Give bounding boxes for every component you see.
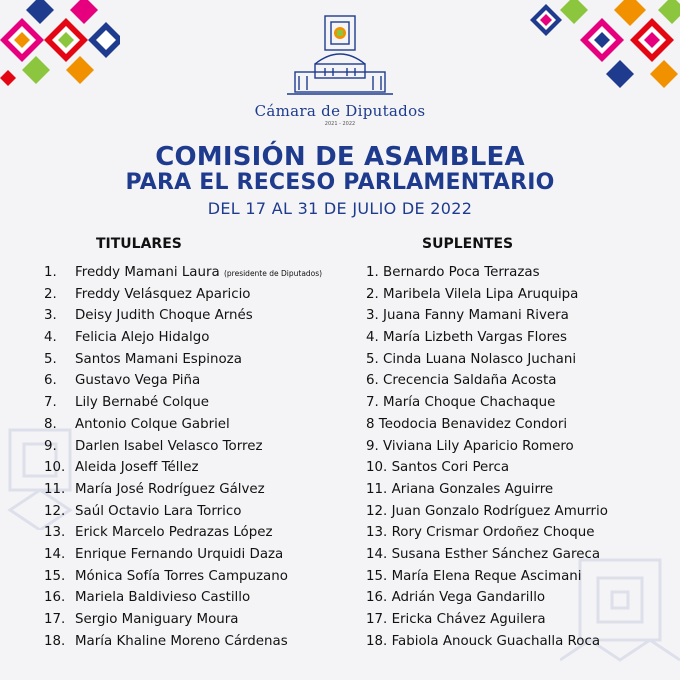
titular-row: 17. Sergio Maniguary Moura bbox=[44, 612, 239, 627]
suplente-row: 1. Bernardo Poca Terrazas bbox=[366, 265, 540, 280]
titular-row: 1. Freddy Mamani Laura (presidente de Diputados) bbox=[44, 265, 323, 280]
titular-row: 3. Deisy Judith Choque Arnés bbox=[44, 308, 253, 324]
institution-name: Cámara de Diputados bbox=[254, 102, 426, 120]
titulares-list bbox=[44, 262, 364, 652]
titular-row: 18. María Khaline Moreno Cárdenas bbox=[44, 633, 288, 649]
titulares-heading: TITULARES bbox=[96, 236, 182, 252]
titular-row: 2. Freddy Velásquez Aparicio bbox=[44, 286, 251, 302]
chamber-logo bbox=[250, 14, 430, 134]
titular-row: 7. Lily Bernabé Colque bbox=[44, 395, 209, 411]
titular-row: 6. Gustavo Vega Piña bbox=[44, 373, 201, 389]
titular-row: 4. Felicia Alejo Hidalgo bbox=[44, 330, 210, 346]
suplente-row: 9. Viviana Lily Aparicio Romero bbox=[366, 438, 574, 454]
titular-row: 14. Enrique Fernando Urquidi Daza bbox=[44, 546, 284, 562]
suplente-row: 14. Susana Esther Sánchez Gareca bbox=[366, 546, 601, 562]
suplente-row: 7. María Choque Chachaque bbox=[366, 395, 556, 411]
titular-row: 16. Mariela Baldivieso Castillo bbox=[44, 590, 251, 606]
andean-pattern-right-icon bbox=[530, 0, 680, 90]
suplentes-list bbox=[366, 262, 666, 652]
institution-period: 2021 - 2022 bbox=[324, 121, 356, 127]
suplente-row: 8 Teodocia Benavidez Condori bbox=[366, 416, 568, 432]
date-range: DEL 17 AL 31 DE JULIO DE 2022 bbox=[207, 199, 473, 218]
suplente-row: 5. Cinda Luana Nolasco Juchani bbox=[366, 351, 577, 367]
suplente-row: 18. Fabiola Anouck Guachalla Roca bbox=[366, 633, 601, 649]
titular-row: 10. Aleida Joseff Téllez bbox=[44, 460, 199, 476]
titular-row: 9. Darlen Isabel Velasco Torrez bbox=[44, 438, 263, 454]
andean-pattern-left-icon bbox=[0, 0, 120, 90]
suplente-row: 17. Ericka Chávez Aguilera bbox=[366, 612, 546, 627]
titular-row: 11. María José Rodríguez Gálvez bbox=[44, 481, 265, 497]
title-line-2: PARA EL RECESO PARLAMENTARIO bbox=[125, 170, 555, 195]
suplente-row: 16. Adrián Vega Gandarillo bbox=[366, 590, 546, 606]
titular-row: 5. Santos Mamani Espinoza bbox=[44, 351, 242, 367]
suplente-row: 2. Maribela Vilela Lipa Aruquipa bbox=[366, 286, 579, 302]
suplente-row: 15. María Elena Reque Ascimani bbox=[366, 568, 582, 584]
legislative-palace-icon bbox=[285, 14, 395, 100]
titular-row: 15. Mónica Sofía Torres Campuzano bbox=[44, 568, 288, 584]
titular-row: 12. Saúl Octavio Lara Torrico bbox=[44, 503, 242, 519]
titular-row: 8. Antonio Colque Gabriel bbox=[44, 416, 230, 432]
suplentes-heading: SUPLENTES bbox=[422, 236, 514, 252]
title-line-1: COMISIÓN DE ASAMBLEA bbox=[155, 142, 525, 172]
suplente-row: 13. Rory Crismar Ordoñez Choque bbox=[366, 525, 595, 541]
suplente-row: 4. María Lizbeth Vargas Flores bbox=[366, 330, 568, 346]
suplente-row: 10. Santos Cori Perca bbox=[366, 460, 510, 476]
titular-row: 13. Erick Marcelo Pedrazas López bbox=[44, 525, 273, 541]
president-note: (presidente de Diputados) bbox=[223, 269, 323, 278]
suplente-row: 11. Ariana Gonzales Aguirre bbox=[366, 481, 554, 497]
suplente-row: 3. Juana Fanny Mamani Rivera bbox=[366, 308, 569, 324]
suplente-row: 12. Juan Gonzalo Rodríguez Amurrio bbox=[366, 503, 608, 519]
suplente-row: 6. Crecencia Saldaña Acosta bbox=[366, 373, 557, 389]
